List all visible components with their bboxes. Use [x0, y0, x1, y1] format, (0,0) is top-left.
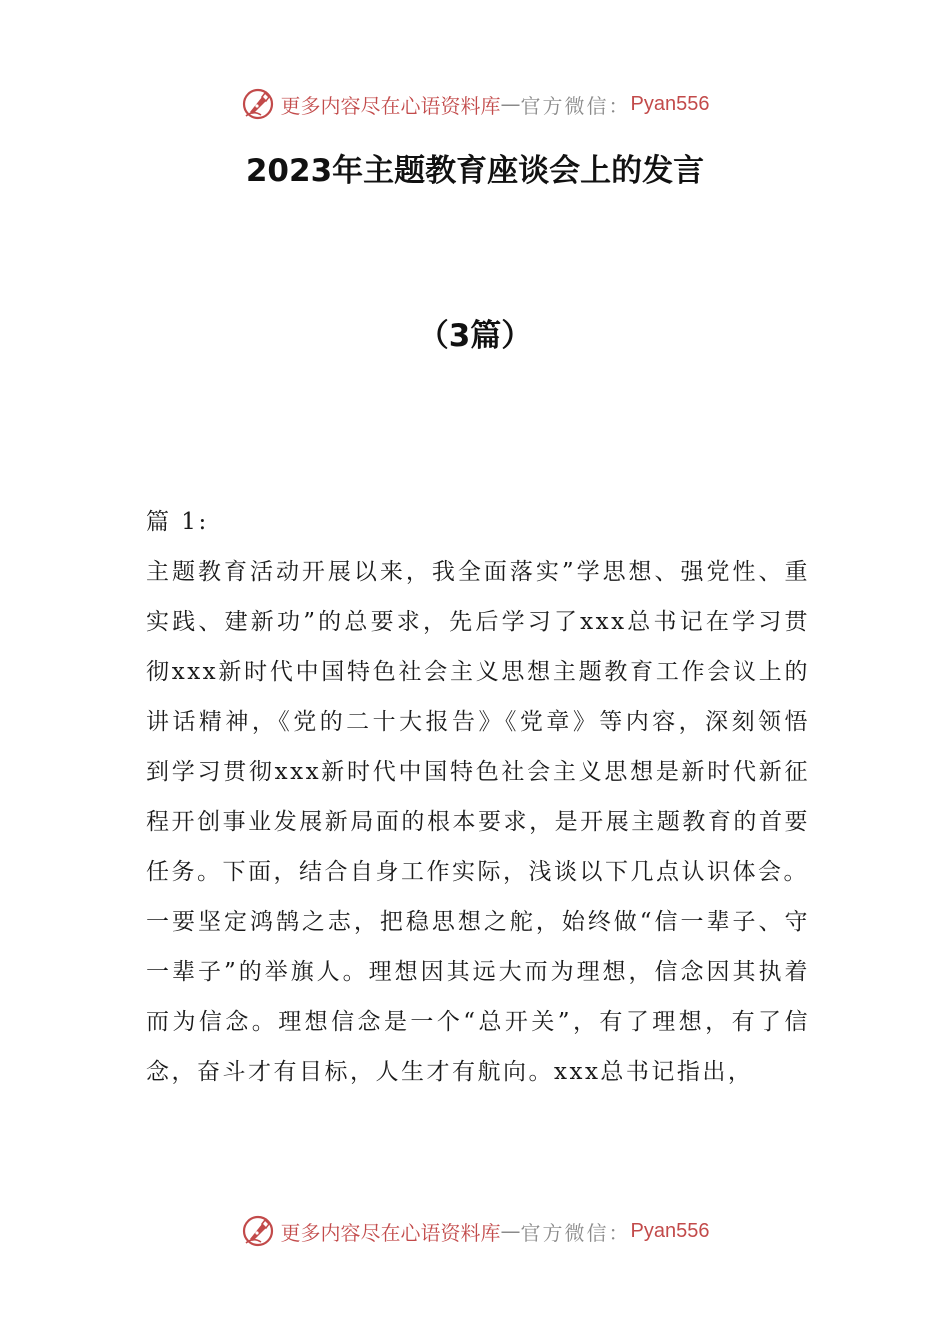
banner-promo-text: 更多内容尽在心语资料库 [280, 93, 501, 118]
body-paragraph: 主题教育活动开展以来，我全面落实”学思想、强党性、重实践、建新功”的总要求，先后学习了xxx总书记在学习贯彻xxx新时代中国特色社会主义思想主题教育工作会议上的讲话精神，《党的二十大报告》《党章》等内容，深刻领悟到学习贯彻xxx新时代中国特色社会主义思想是新时代新征程开创事业发展新局面的根本要求，是开展主题教育的首要任务。下面，结合自身工作实际，浅谈以下几点认识体会。 [146, 559, 810, 885]
banner-wechat-account: Pyan556 [630, 92, 710, 115]
fountain-pen-logo-icon [241, 87, 275, 121]
banner-wechat-account: Pyan556 [630, 1219, 710, 1242]
document-title: 2023年主题教育座谈会上的发言 [245, 153, 705, 189]
document-body [146, 497, 810, 1097]
banner-dash: — [500, 92, 521, 116]
banner-dash: — [500, 1219, 521, 1243]
fountain-pen-logo-icon [241, 1214, 275, 1248]
document-subtitle: （3篇） [417, 318, 533, 354]
banner-promo-text: 更多内容尽在心语资料库 [280, 1220, 501, 1245]
body-paragraph: 一要坚定鸿鹄之志，把稳思想之舵，始终做“信一辈子、守一辈子”的举旗人。理想因其远大而为理想，信念因其执着而为信念。理想信念是一个“总开关”，有了理想，有了信念，奋斗才有目标，人生才有航向。xxx总书记指出， [146, 909, 810, 1085]
section-label: 篇 1: [146, 509, 209, 535]
header-banner [0, 84, 950, 124]
footer-banner [0, 1211, 950, 1251]
banner-wechat-label: 官方微信： [520, 93, 631, 118]
banner-wechat-label: 官方微信： [520, 1220, 631, 1245]
